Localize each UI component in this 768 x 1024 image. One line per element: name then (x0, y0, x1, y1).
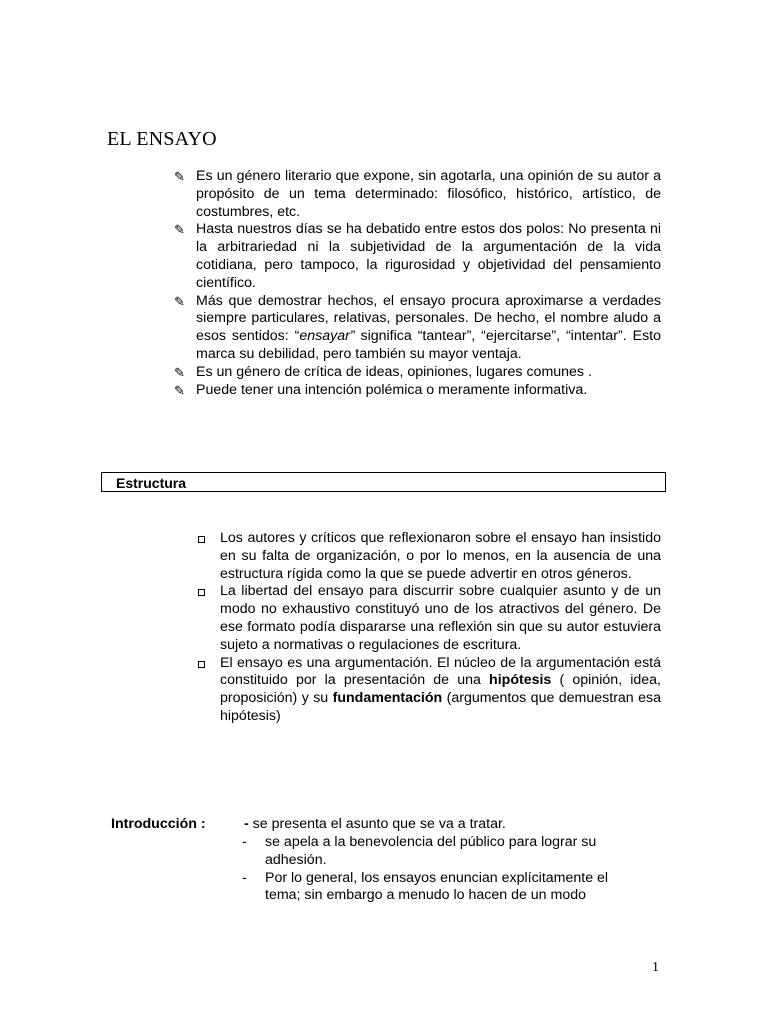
pointing-hand-icon: ✎ (174, 382, 185, 398)
page-number: 1 (652, 960, 659, 975)
list-item-text: (argumentos que demuestran esa hipótesis) (220, 690, 661, 724)
introduction-first-item (244, 816, 506, 832)
dash-marker: - (242, 834, 247, 850)
page-title: EL ENSAYO (107, 128, 217, 150)
bold-term-hipotesis: hipótesis (489, 672, 552, 689)
list-item (174, 168, 661, 221)
section-heading: Estructura (116, 475, 187, 491)
list-item-text: Los autores y críticos que reflexionaron sobre el ensayo han insistido en su falta de organización, o por lo menos, en la ausencia de una estructura rígida como la que se puede advertir en otros géneros. (220, 530, 661, 582)
square-bullet-icon (198, 661, 205, 668)
list-item (174, 382, 661, 400)
list-item-text: Hasta nuestros días se ha debatido entre estos dos polos: No presenta ni la arbitrariedad ni la subjetividad de la argumentación de la vida cotidiana, pero tampoco, la rigurosidad y objetividad del pensamiento científico. (196, 221, 661, 291)
pointing-hand-icon: ✎ (174, 293, 185, 309)
definition-list (174, 168, 661, 399)
list-item-text: Más que demostrar hechos, el ensayo procura aproximarse a verdades siempre particulares, relativas, personales. De hecho, el nombre aludo a esos sentidos: “ (196, 292, 661, 345)
bold-term-fundamentacion: fundamentación (332, 690, 443, 707)
structure-list (196, 530, 661, 726)
list-item-text: Por lo general, los ensayos enuncian explícitamente el tema; sin embargo a menudo lo hacen de un modo (265, 869, 609, 904)
list-item (174, 221, 661, 292)
list-item (242, 870, 642, 906)
square-bullet-icon (198, 589, 205, 596)
section-heading-box (101, 472, 666, 492)
introduction-list (242, 834, 642, 905)
list-item-text: Es un género literario que expone, sin agotarla, una opinión de su autor a propósito de un tema determinado: filosófico, histórico, artístico, de costumbres, etc. (196, 168, 661, 220)
dash-marker: - (242, 869, 247, 886)
list-item-text: Es un género de crítica de ideas, opiniones, lugares comunes . (196, 363, 592, 380)
list-item (242, 834, 642, 870)
list-item-text: La libertad del ensayo para discurrir sobre cualquier asunto y de un modo no exhaustivo constituyó uno de los atractivos del género. De ese formato podía dispararse una reflexión sin que su autor estuviera sujeto a normativas o regulaciones de escritura. (220, 583, 661, 653)
list-item (196, 655, 661, 726)
pointing-hand-icon: ✎ (174, 222, 185, 238)
italic-term: ensayar” (299, 328, 355, 345)
list-item (174, 364, 661, 382)
pointing-hand-icon: ✎ (174, 364, 185, 380)
pointing-hand-icon: ✎ (174, 169, 185, 184)
list-item-text: se apela a la benevolencia del público para lograr su adhesión. (265, 834, 597, 868)
list-item (174, 293, 661, 364)
list-item-text: Puede tener una intención polémica o meramente informativa. (196, 381, 588, 398)
list-item (196, 583, 661, 654)
list-item-text: ( opinión, idea, proposición) y su (220, 672, 662, 707)
list-item-text: El ensayo es una argumentación. El núcleo de la argumentación está constituido por la presentación de una (220, 654, 661, 689)
introduction-label: Introducción : (111, 816, 206, 832)
list-item (196, 530, 661, 583)
dash-marker: - (244, 816, 249, 832)
list-item-text: significa “tantear”, “ejercitarse”, “intentar”. Esto marca su debilidad, pero también su mayor ventaja. (196, 328, 661, 362)
square-bullet-icon (198, 536, 205, 543)
list-item-text: se presenta el asunto que se va a tratar. (248, 816, 506, 832)
